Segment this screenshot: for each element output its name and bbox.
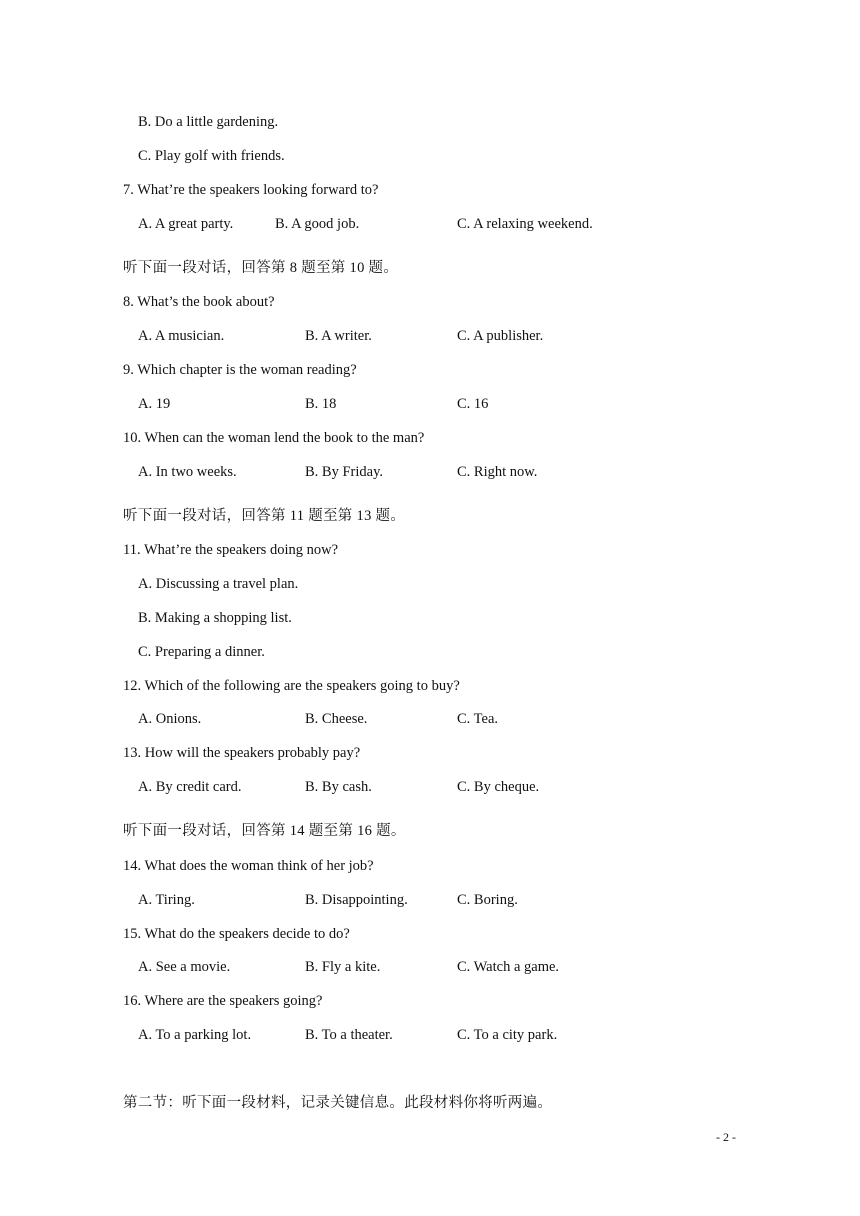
q8-option-a: A. A musician. [138, 328, 225, 344]
question-12: 12. Which of the following are the speakers going to buy? [123, 678, 460, 694]
q9-option-c: C. 16 [457, 396, 489, 412]
page-number: - 2 - [716, 1130, 736, 1144]
q16-option-a: A. To a parking lot. [138, 1027, 252, 1043]
q7-option-b: B. A good job. [275, 216, 360, 232]
section-heading-11-13: 听下面一段对话，回答第 11 题至第 13 题。 [123, 508, 406, 524]
section-heading-8-10: 听下面一段对话，回答第 8 题至第 10 题。 [123, 260, 399, 276]
question-14: 14. What does the woman think of her job? [123, 858, 374, 874]
q6-option-c: C. Play golf with friends. [138, 148, 285, 164]
q13-option-b: B. By cash. [305, 779, 372, 795]
question-16: 16. Where are the speakers going? [123, 993, 323, 1009]
q6-option-b: B. Do a little gardening. [138, 114, 279, 130]
q14-option-b: B. Disappointing. [305, 892, 408, 908]
q14-option-a: A. Tiring. [138, 892, 195, 908]
section-heading-14-16: 听下面一段对话，回答第 14 题至第 16 题。 [123, 823, 406, 839]
question-11: 11. What’re the speakers doing now? [123, 542, 339, 558]
q13-option-a: A. By credit card. [138, 779, 242, 795]
q14-option-c: C. Boring. [457, 892, 518, 908]
q9-option-a: A. 19 [138, 396, 171, 412]
q11-option-c: C. Preparing a dinner. [138, 644, 265, 660]
section-2-heading: 第二节：听下面一段材料，记录关键信息。此段材料你将听两遍。 [123, 1095, 553, 1111]
q11-option-a: A. Discussing a travel plan. [138, 576, 299, 592]
q16-option-b: B. To a theater. [305, 1027, 393, 1043]
q9-option-b: B. 18 [305, 396, 337, 412]
q15-option-c: C. Watch a game. [457, 959, 560, 975]
q15-option-b: B. Fly a kite. [305, 959, 381, 975]
q10-option-b: B. By Friday. [305, 464, 384, 480]
q10-option-a: A. In two weeks. [138, 464, 237, 480]
q13-option-c: C. By cheque. [457, 779, 540, 795]
question-7: 7. What’re the speakers looking forward to? [123, 182, 379, 198]
q8-option-b: B. A writer. [305, 328, 372, 344]
q11-option-b: B. Making a shopping list. [138, 610, 292, 626]
q7-option-c: C. A relaxing weekend. [457, 216, 593, 232]
q7-option-a: A. A great party. [138, 216, 234, 232]
q8-option-c: C. A publisher. [457, 328, 544, 344]
q12-option-c: C. Tea. [457, 711, 499, 727]
question-9: 9. Which chapter is the woman reading? [123, 362, 357, 378]
question-13: 13. How will the speakers probably pay? [123, 745, 361, 761]
q12-option-b: B. Cheese. [305, 711, 368, 727]
question-10: 10. When can the woman lend the book to the man? [123, 430, 425, 446]
q15-option-a: A. See a movie. [138, 959, 231, 975]
q10-option-c: C. Right now. [457, 464, 538, 480]
q16-option-c: C. To a city park. [457, 1027, 558, 1043]
question-8: 8. What’s the book about? [123, 294, 275, 310]
q12-option-a: A. Onions. [138, 711, 202, 727]
question-15: 15. What do the speakers decide to do? [123, 926, 350, 942]
